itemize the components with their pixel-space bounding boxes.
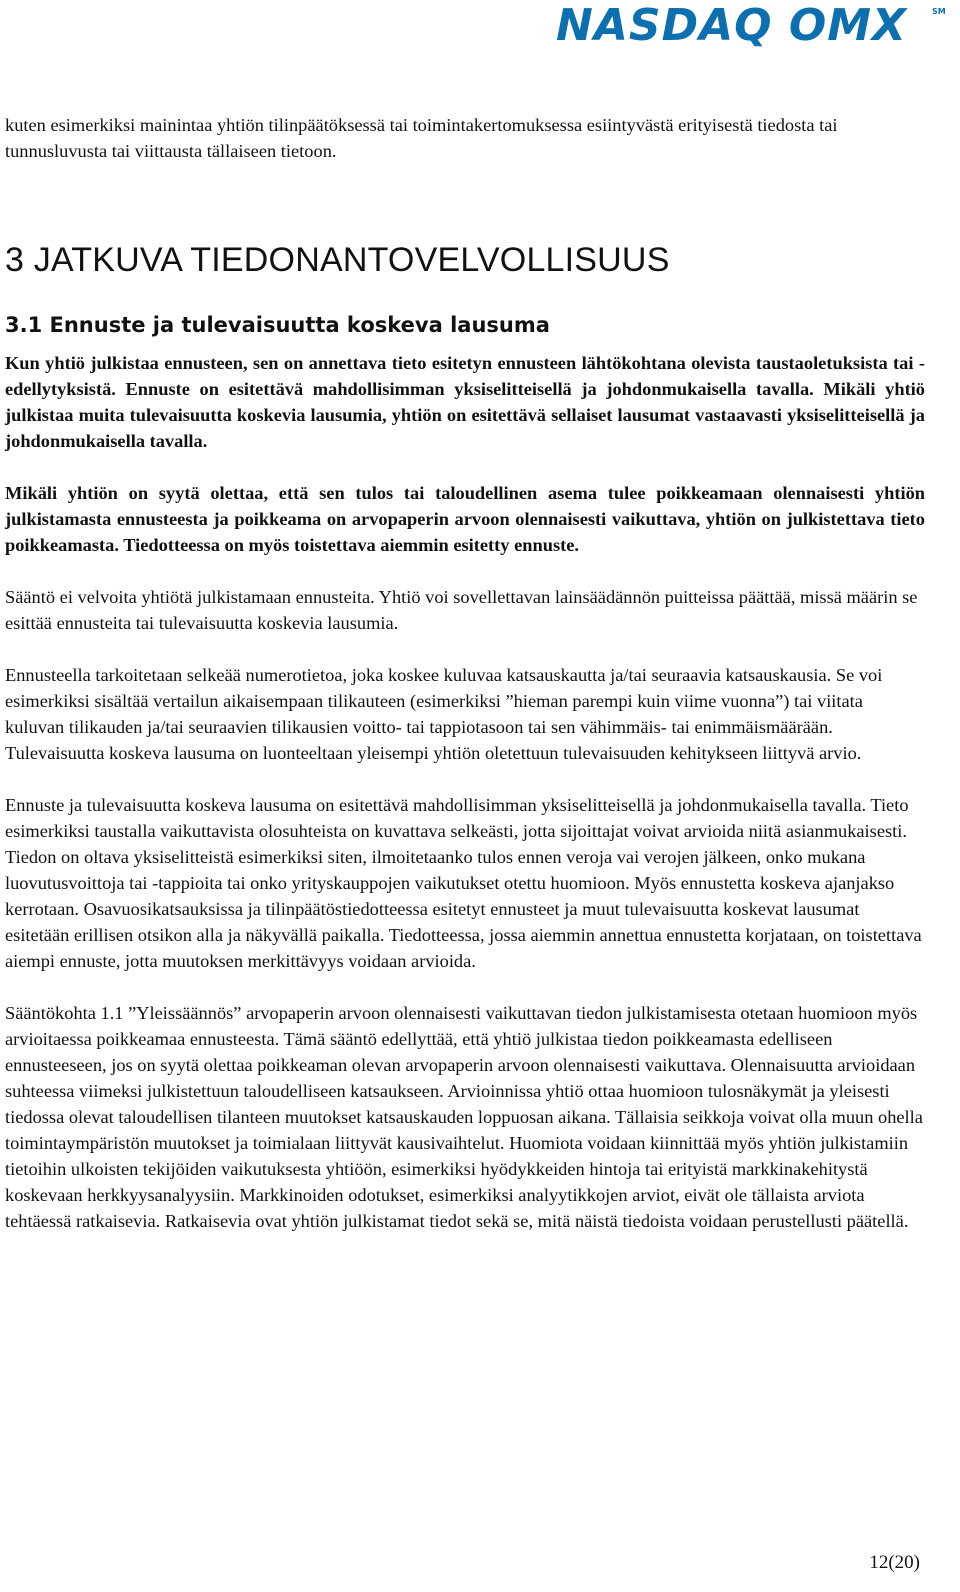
paragraph-spacer bbox=[5, 558, 925, 584]
logo-wordmark: NASDAQ OMX bbox=[556, 0, 907, 50]
subsection-heading: 3.1 Ennuste ja tulevaisuutta koskeva lausuma bbox=[5, 313, 550, 337]
rule-paragraph-1: Kun yhtiö julkistaa ennusteen, sen on annettava tieto esitetyn ennusteen lähtökohtana olevista taustaoletuksista tai -edellytyksistä. Ennuste on esitettävä mahdollisimman yksiselitteisellä ja johdonmukaisella tavalla. Mikäli yhtiö julkistaa muita tulevaisuutta koskevia lausumia, yhtiön on esitettävä sellaiset lausumat vastaavasti yksiselitteisellä ja johdonmukaisella tavalla. bbox=[5, 353, 925, 451]
paragraph-spacer bbox=[5, 974, 925, 1000]
body-paragraph-3: Ennuste ja tulevaisuutta koskeva lausuma on esitettävä mahdollisimman yksiselitteisellä ja johdonmukaisella tavalla. Tieto esimerkiksi taustalla vaikuttavista olosuhteista on kuvattava selkeästi, jotta sijoittajat voivat arvioida niitä asianmukaisesti. Tiedon on oltava yksiselitteistä esimerkiksi siten, ilmoitetaanko tulos ennen veroja vai verojen jälkeen, onko mukana luovutusvoittoja tai -tappioita tai onko yrityskauppojen vaikutukset otettu huomioon. Myös ennustetta koskeva ajanjakso kerrotaan. Osavuosikatsauksissa ja tilinpäätöstiedotteessa esitetyt ennusteet ja muut tulevaisuutta koskevat lausumat esitetään erillisen otsikon alla ja näkyvällä paikalla. Tiedotteessa, jossa aiemmin annettua ennustetta korjataan, on toistettava aiempi ennuste, jotta muutoksen merkittävyys voidaan arvioida. bbox=[5, 795, 922, 971]
intro-paragraph: kuten esimerkiksi mainintaa yhtiön tilinpäätöksessä tai toimintakertomuksessa esiintyvästä erityisestä tiedosta tai tunnusluvusta tai viittausta tällaiseen tietoon. bbox=[5, 115, 838, 161]
paragraph-spacer bbox=[5, 636, 925, 662]
nasdaq-omx-logo bbox=[556, 0, 946, 50]
logo-servicemark: SM bbox=[932, 7, 946, 16]
body-paragraph-2: Ennusteella tarkoitetaan selkeää numerotietoa, joka koskee kuluvaa katsauskautta ja/tai seuraavia katsauskausia. Se voi esimerkiksi sisältää vertailun aikaisempaan tilikauteen (esimerkiksi ”hieman parempi kuin viime vuonna”) tai viitata kuluvan tilikauden ja/tai seuraavien tilikausien voitto- tai tappiotasoon tai sen vähimmäis- tai enimmäismäärään. Tulevaisuutta koskeva lausuma on luonteeltaan yleisempi yhtiön oletettuun tulevaisuuden kehitykseen liittyvä arvio. bbox=[5, 665, 883, 763]
logo-mark bbox=[556, 0, 946, 50]
section-heading: 3 JATKUVA TIEDONANTOVELVOLLISUUS bbox=[5, 241, 670, 279]
document-page bbox=[5, 112, 925, 1234]
body-paragraph-1: Sääntö ei velvoita yhtiötä julkistamaan ennusteita. Yhtiö voi sovellettavan lainsäädännön puitteissa päättää, missä määrin se esittää ennusteita tai tulevaisuutta koskevia lausumia. bbox=[5, 587, 918, 633]
rule-paragraph-2: Mikäli yhtiön on syytä olettaa, että sen tulos tai taloudellinen asema tulee poikkeamaan olennaisesti yhtiön julkistamasta ennusteesta ja poikkeama on arvopaperin arvoon olennaisesti vaikuttava, yhtiön on julkistettava tieto poikkeamasta. Tiedotteessa on myös toistettava aiemmin esitetty ennuste. bbox=[5, 483, 925, 555]
paragraph-spacer bbox=[5, 766, 925, 792]
paragraph-spacer bbox=[5, 454, 925, 480]
body-paragraph-4: Sääntökohta 1.1 ”Yleissäännös” arvopaperin arvoon olennaisesti vaikuttavan tiedon julkistamisesta otetaan huomioon myös arvioitaessa poikkeamaa ennusteesta. Tämä sääntö edellyttää, että yhtiö julkistaa tiedon poikkeamasta edelliseen ennusteeseen, jos on syytä olettaa poikkeaman olevan arvopaperin arvoon olennaisesti vaikuttava. Olennaisuutta arvioidaan suhteessa viimeksi julkistettuun taloudelliseen katsaukseen. Arvioinnissa yhtiö ottaa huomioon tulosnäkymät ja yleisesti tiedossa olevat taloudellisen tilanteen muutokset katsauskauden loppuosan aikana. Tällaisia seikkoja voivat olla muun ohella toimintaympäristön muutokset ja toimialaan liittyvät kausivaihtelut. Huomiota voidaan kiinnittää myös yhtiön julkistamiin tietoihin ulkoisten tekijöiden vaikutuksesta yhtiöön, esimerkiksi hyödykkeiden hintoja tai erityistä markkinakehitystä koskevaan herkkyysanalyysiin. Markkinoiden odotukset, esimerkiksi analyytikkojen arviot, eivät ole tällaista arviota tehtäessä ratkaisevia. Ratkaisevia ovat yhtiön julkistamat tiedot sekä se, mitä näistä tiedoista voidaan perustellusti päätellä. bbox=[5, 1003, 923, 1231]
page-number: 12(20) bbox=[869, 1552, 920, 1573]
